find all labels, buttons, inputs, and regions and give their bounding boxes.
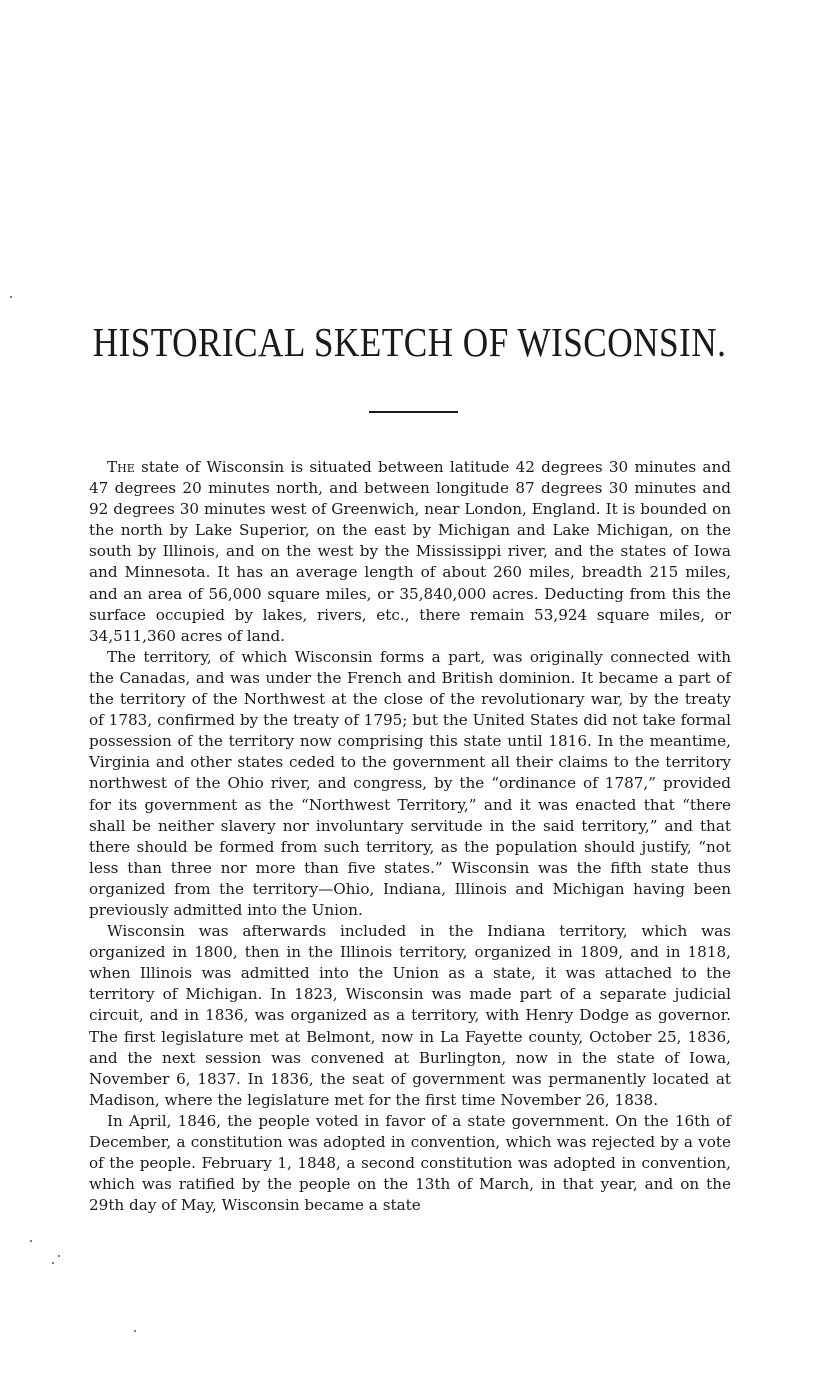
body-text (89, 457, 731, 1216)
page-title: HISTORICAL SKETCH OF WISCONSIN. (92, 319, 727, 365)
paragraph-3 (89, 921, 731, 1111)
title-divider (369, 411, 458, 413)
paragraph-2 (89, 647, 731, 921)
print-speck (134, 1330, 136, 1332)
paragraph-4 (89, 1111, 731, 1216)
paragraph-text: Wisconsin was afterwards included in the Indiana territory, which was organized in 1800, then in the Illinois territory, organized in 1809, and in 1818, when Illinois was admitted into the Union as a state, it was attached to the territory of Michigan. In 1823, Wisconsin was made part of a separate judicial circuit, and in 1836, was organized as a territory, with Henry Dodge as governor. The first legislature met at Belmont, now in La Fayette county, October 25, 1836, and the next session was convened at Burlington, now in the state of Iowa, November 6, 1837. In 1836, the seat of government was permanently located at Madison, where the legislature met for the first time November 26, 1838. (89, 922, 731, 1109)
print-speck (10, 296, 12, 298)
print-speck (52, 1262, 54, 1264)
paragraph-lead-word: The (107, 458, 135, 476)
paragraph-text: state of Wisconsin is situated between latitude 42 degrees 30 minutes and 47 degrees 20 minutes north, and between longitude 87 degrees 30 minutes and 92 degrees 30 minutes west of Greenwich, near London, England. It is bounded on the north by Lake Superior, on the east by Michigan and Lake Michigan, on the south by Illinois, and on the west by the Mississippi river, and the states of Iowa and Minnesota. It has an average length of about 260 miles, breadth 215 miles, and an area of 56,000 square miles, or 35,840,000 acres. Deducting from this the surface occupied by lakes, rivers, etc., there remain 53,924 square miles, or 34,511,360 acres of land. (89, 458, 731, 645)
paragraph-text: The territory, of which Wisconsin forms a part, was originally connected with the Canadas, and was under the French and British dominion. It became a part of the territory of the Northwest at the close of the revolutionary war, by the treaty of 1783, confirmed by the treaty of 1795; but the United States did not take formal possession of the territory now comprising this state until 1816. In the meantime, Virginia and other states ceded to the government all their claims to the territory northwest of the Ohio river, and congress, by the “ordinance of 1787,” provided for its government as the “Northwest Territory,” and it was enacted that “there shall be neither slavery nor involuntary servitude in the said territory,” and that there should be formed from such territory, as the population should justify, “not less than three nor more than five states.” Wisconsin was the fifth state thus organized from the territory—Ohio, Indiana, Illinois and Michigan having been previously admitted into the Union. (89, 647, 731, 919)
print-speck (30, 1240, 32, 1242)
paragraph-1 (89, 457, 731, 647)
print-speck (58, 1255, 60, 1257)
paragraph-text: In April, 1846, the people voted in favor of a state government. On the 16th of December, a constitution was adopted in convention, which was rejected by a vote of the people. February 1, 1848, a second constitution was adopted in convention, which was ratified by the people on the 13th of March, in that year, and on the 29th day of May, Wisconsin became a state (89, 1111, 731, 1215)
